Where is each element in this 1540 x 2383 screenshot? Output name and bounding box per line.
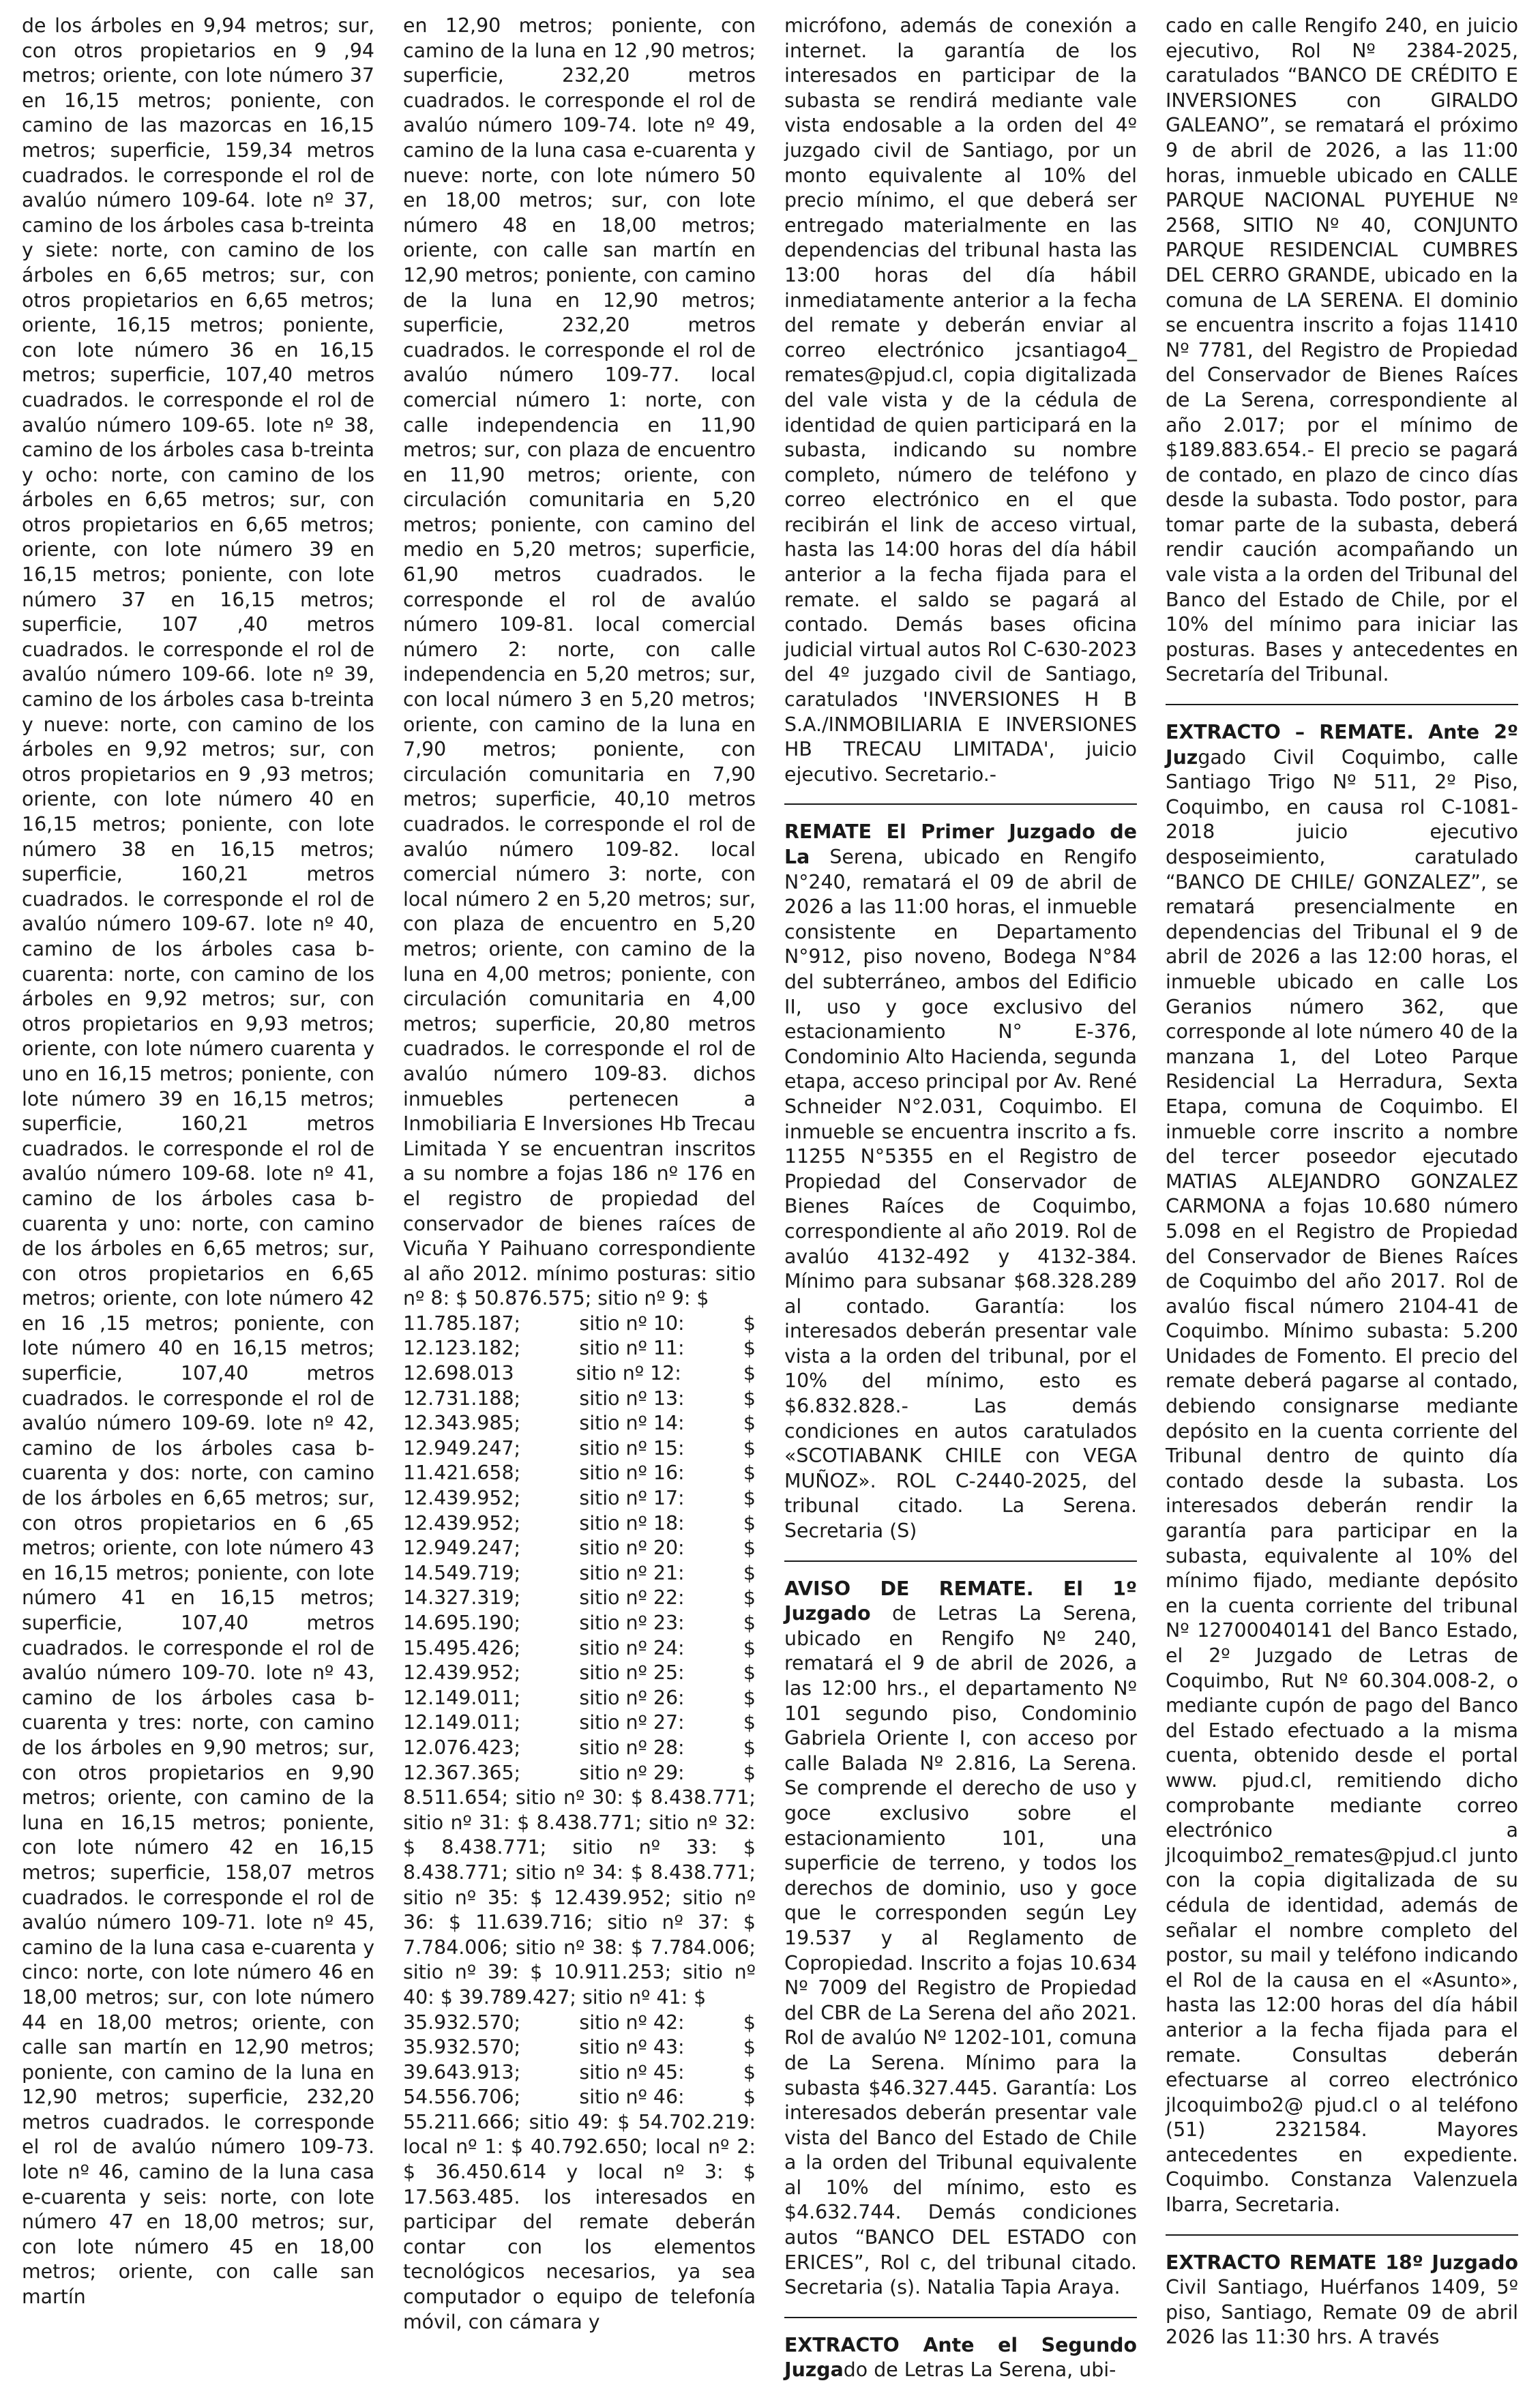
sitio-amount: 15.495.426; (403, 1636, 521, 1659)
sitio-label: sitio nº 42: (579, 2011, 685, 2034)
sitio-cur: $ (743, 1711, 756, 1734)
sitio-price-row (403, 1686, 756, 1711)
sitio-label: sitio nº 16: (579, 1462, 685, 1485)
sitio-amount: 11.785.187; (403, 1312, 521, 1335)
notice-text: en 12,90 metros; poniente, con camino de la luna en 12 ,90 metros; superficie, 232,20 metros cuadrados. le corresponde el rol de avalúo número 109-74. lote nº 49, camino de la luna casa e-cuarenta y nueve: norte, con lote número 50 en 18,00 metros; sur, con lote número 48 en 18,00 metros; oriente, con calle san martín en 12,90 metros; poniente, con camino de la luna en 12,90 metros; superficie, 232,20 metros cuadrados. le corresponde el rol de avalúo número 109-77. local comercial número 1: norte, con calle independencia en 11,90 metros; sur, con plaza de encuentro en 11,90 metros; oriente, con circulación comunitaria en 5,20 metros; poniente, con camino del medio en 5,20 metros; superficie, 61,90 metros cuadrados. le corresponde el rol de avalúo número 109-81. local comercial número 2: norte, con calle independencia en 5,20 metros; sur, con local número 3 en 5,20 metros; oriente, con camino de la luna en 7,90 metros; poniente, con circulación comunitaria en 7,90 metros; superficie, 40,10 metros cuadrados. le corresponde el rol de avalúo número 109-82. local comercial número 3: norte, con local número 2 en 5,20 metros; sur, con plaza de encuentro en 5,20 metros; oriente, con camino de la luna en 4,00 metros; poniente, con circulación comunitaria en 4,00 metros; superficie, 20,80 metros cuadrados. le corresponde el rol de avalúo número 109-83. dichos inmuebles pertenecen a Inmobiliaria E Inversiones Hb Trecau Limitada Y se encuentran inscritos a su nombre a fojas 186 nº 176 en el registro de propiedad del conservador de bienes raíces de Vicuña Y Paihuano correspondiente al año 2012. mínimo posturas: sitio nº 8: $ 50.876.575; sitio nº 9: $ (403, 14, 756, 1310)
notice-heading: EXTRACTO Ante el Segundo Juzga (784, 2333, 1137, 2382)
sitio-price-row (403, 1486, 756, 1511)
sitio-label: sitio nº 26: (579, 1686, 685, 1709)
sitio-cur: $ (743, 1537, 756, 1560)
sitio-price-row (403, 1312, 756, 1337)
notice-divider (1166, 704, 1518, 705)
sitio-cur: $ (743, 1686, 756, 1709)
notice-text: cado en calle Rengifo 240, en juicio ejecutivo, Rol Nº 2384-2025, caratulados “BANCO DE CRÉDITO E INVERSIONES con GIRALDO GALEANO”, se rematará el próximo 9 de abril de 2026, a las 11:00 horas, inmueble ubicado en CALLE PARQUE NACIONAL PUYEHUE Nº 2568, SITIO Nº 40, CONJUNTO PARQUE RESIDENCIAL CUMBRES DEL CERRO GRANDE, ubicado en la comuna de LA SERENA. El dominio se encuentra inscrito a fojas 11410 Nº 7781, del Registro de Propiedad del Conservador de Bienes Raíces de La Serena, correspondiente al año 2.017; por el mínimo de $189.883.654.- El precio se pagará de contado, en plazo de cinco días desde la subasta. Todo postor, para tomar parte de la subasta, deberá rendir caución acompañando un vale vista a la orden del Tribunal del Banco del Estado de Chile, por el 10% del mínimo para iniciar las posturas. Bases y antecedentes en Secretaría del Tribunal. (1166, 14, 1518, 686)
sitio-price-row (403, 1461, 756, 1486)
sitio-cur: $ (743, 2011, 756, 2034)
notice-heading: REMATE El Primer Juzgado de La (784, 820, 1137, 868)
column-2 (403, 14, 756, 2383)
sitio-cur: $ (743, 1412, 756, 1435)
sitio-cur: $ (743, 1511, 756, 1535)
sitio-cur: $ (743, 1387, 756, 1410)
sitio-price-row (403, 1661, 756, 1686)
sitio-price-row (403, 1411, 756, 1436)
sitio-label: sitio nº 46: (579, 2086, 685, 2109)
sitio-cur: $ (743, 1487, 756, 1510)
sitio-amount: 12.698.013 (403, 1362, 514, 1385)
sitio-cur: $ (743, 1586, 756, 1610)
notice-heading: EXTRACTO REMATE 18º Juzgado (1166, 2251, 1518, 2274)
sitio-price-row (403, 2035, 756, 2060)
sitio-price-row (403, 1361, 756, 1387)
sitio-amount: 12.367.365; (403, 1761, 521, 1784)
notice-block (784, 2333, 1137, 2383)
sitio-cur: $ (743, 1462, 756, 1485)
notice-text: micrófono, además de conexión a internet. la garantía de los interesados en participar de la subasta se rendirá mediante vale vista endosable a la orden del 4º juzgado civil de Santiago, por un monto equivalente al 10% del precio mínimo, el que deberá ser entregado materialmente en las dependencias del tribunal hasta las 13:00 horas del día hábil inmediatamente anterior a la fecha del remate y deberán enviar al correo electrónico jcsantiago4_ remates@pjud.cl, copia digitalizada del vale vista y de la cédula de identidad de quien participará en la subasta, indicando su nombre completo, número de teléfono y correo electrónico en el que recibirán el link de acceso virtual, hasta las 14:00 horas del día hábil anterior a la fecha fijada para el remate. el saldo se pagará al contado. Demás bases oficina judicial virtual autos Rol C-630-2023 del 4º juzgado civil de Santiago, caratulados 'INVERSIONES H B S.A./INMOBILIARIA E INVERSIONES HB TRECAU LIMITADA', juicio ejecutivo. Secretario.- (784, 14, 1137, 786)
sitio-cur: $ (743, 1337, 756, 1360)
sitio-amount: 12.149.011; (403, 1711, 521, 1734)
sitio-label: sitio nº 20: (579, 1537, 685, 1560)
sitio-price-row (403, 1336, 756, 1361)
sitio-amount: 12.439.952; (403, 1661, 521, 1685)
notice-text: Serena, ubicado en Rengifo N°240, rematará el 09 de abril de 2026 a las 11:00 horas, el inmueble consistente en Departamento N°912, piso noveno, Bodega N°84 del subterráneo, ambos del Edificio II, uso y goce exclusivo del estacionamiento N° E-376, Condominio Alto Hacienda, segunda etapa, acceso principal por Av. René Schneider N°2.031, Coquimbo. El inmueble se encuentra inscrito a fs. 11255 N°5355 en el Registro de Propiedad del Conservador de Bienes Raíces de Coquimbo, correspondiente al año 2019. Rol de avalúo 4132-492 y 4132-384. Mínimo para subsanar $68.328.289 al contado. Garantía: los interesados deberán presentar vale vista a la orden del tribunal, por el 10% del mínimo, esto es $6.832.828.- Las demás condiciones en autos caratulados «SCOTIABANK CHILE con VEGA MUÑOZ». ROL C-2440-2025, del tribunal citado. La Serena. Secretaria (S) (784, 846, 1137, 1543)
sitio-label: sitio nº 10: (579, 1312, 685, 1335)
sitio-price-row (403, 1387, 756, 1412)
sitio-amount: 39.643.913; (403, 2060, 521, 2084)
sitio-cur: $ (743, 1661, 756, 1685)
sitio-amount: 12.949.247; (403, 1436, 521, 1460)
sitio-price-row (403, 1636, 756, 1661)
sitio-amount: 14.695.190; (403, 1612, 521, 1634)
sitio-price-row (403, 2085, 756, 2110)
notice-text: do de Letras La Serena, ubi- (843, 2358, 1116, 2382)
sitio-label: sitio nº 21: (579, 1561, 685, 1584)
sitio-amount: 12.149.011; (403, 1686, 521, 1709)
sitio-price-row (403, 1561, 756, 1586)
sitio-label: sitio nº 27: (579, 1711, 685, 1734)
sitio-price-row (403, 1586, 756, 1611)
notice-text: 55.211.666; sitio 49: $ 54.702.219: local nº 1: $ 40.792.650; local nº 2: $ 36.450.614 y local nº 3: $ 17.563.485. los interesados en participar del remate deberán contar con los elementos tecnológicos necesarios, ya sea computador o equipo de telefonía móvil, con cámara y (403, 2110, 756, 2333)
notice-divider (1166, 2234, 1518, 2236)
sitio-price-list (403, 2011, 756, 2110)
sitio-price-list (403, 1312, 756, 1786)
sitio-cur: $ (743, 1761, 756, 1784)
sitio-label: sitio nº 13: (579, 1387, 685, 1410)
sitio-cur: $ (743, 1362, 756, 1385)
notice-block (784, 1577, 1137, 2300)
sitio-label: sitio nº 43: (579, 2036, 685, 2059)
notice-divider (784, 803, 1137, 805)
sitio-cur: $ (743, 1636, 756, 1659)
sitio-amount: 12.731.188; (403, 1387, 521, 1410)
sitio-price-row (403, 2060, 756, 2086)
sitio-cur: $ (743, 1561, 756, 1584)
sitio-label: sitio nº 24: (579, 1636, 685, 1659)
notice-block (784, 820, 1137, 1543)
sitio-label: sitio nº 12: (576, 1362, 681, 1385)
sitio-price-row (403, 1536, 756, 1561)
notice-text: de los árboles en 9,94 metros; sur, con otros propietarios en 9 ,94 metros; oriente, con lote número 37 en 16,15 metros; poniente, con camino de las mazorcas en 16,15 metros; superficie, 159,34 metros cuadrados. le corresponde el rol de avalúo número 109-64. lote nº 37, camino de los árboles casa b-treinta y siete: norte, con camino de los árboles en 6,65 metros; sur, con otros propietarios en 6,65 metros; oriente, 16,15 metros; poniente, con lote número 36 en 16,15 metros; superficie, 107,40 metros cuadrados. le corresponde el rol de avalúo número 109-65. lote nº 38, camino de los árboles casa b-treinta y ocho: norte, con camino de los árboles en 6,65 metros; sur, con otros propietarios en 6,65 metros; oriente, con lote número 39 en 16,15 metros; poniente, con lote número 37 en 16,15 metros; superficie, 107 ,40 metros cuadrados. le corresponde el rol de avalúo número 109-66. lote nº 39, camino de los árboles casa b-treinta y nueve: norte, con camino de los árboles en 9,92 metros; sur, con otros propietarios en 9 ,93 metros; oriente, con lote número 40 en 16,15 metros; poniente, con lote número 38 en 16,15 metros; superficie, 160,21 metros cuadrados. le corresponde el rol de avalúo número 109-67. lote nº 40, camino de los árboles casa b-cuarenta: norte, con camino de los árboles en 9,92 metros; sur, con otros propietarios en 9,93 metros; oriente, con lote número cuarenta y uno en 16,15 metros; poniente, con lote número 39 en 16,15 metros; superficie, 160,21 metros cuadrados. le corresponde el rol de avalúo número 109-68. lote nº 41, camino de los árboles casa b-cuarenta y uno: norte, con camino de los árboles en 6,65 metros; sur, con otros propietarios en 6,65 metros; oriente, con lote número 42 en 16 ,15 metros; poniente, con lote número 40 en 16,15 metros; superficie, 107,40 metros cuadrados. le corresponde el rol de avalúo número 109-69. lote nº 42, camino de los árboles casa b-cuarenta y dos: norte, con camino de los árboles en 6,65 metros; sur, con otros propietarios en 6 ,65 metros; oriente, con lote número 43 en 16,15 metros; poniente, con lote número 41 en 16,15 metros; superficie, 107,40 metros cuadrados. le corresponde el rol de avalúo número 109-70. lote nº 43, camino de los árboles casa b-cuarenta y tres: norte, con camino de los árboles en 9,90 metros; sur, con otros propietarios en 9,90 metros; oriente, con camino de la luna en 16,15 metros; poniente, con lote número 42 en 16,15 metros; superficie, 158,07 metros cuadrados. le corresponde el rol de avalúo número 109-71. lote nº 45, camino de la luna casa e-cuarenta y cinco: norte, con lote número 46 en 18,00 metros; sur, con lote número 44 en 18,00 metros; oriente, con calle san martín en 12,90 metros; poniente, con camino de la luna en 12,90 metros; superficie, 232,20 metros cuadrados. le corresponde el rol de avalúo número 109-73. lote nº 46, camino de la luna casa e-cuarenta y seis: norte, con lote número 47 en 18,00 metros; sur, con lote número 45 en 18,00 metros; oriente, con calle san martín (22, 14, 374, 2309)
sitio-amount: 35.932.570; (403, 2036, 521, 2059)
sitio-label: sitio nº 28: (579, 1736, 685, 1759)
sitio-label: sitio nº 45: (579, 2060, 685, 2084)
sitio-price-row (403, 1711, 756, 1736)
notice-text: Civil Santiago, Huérfanos 1409, 5º piso, Santiago, Remate 09 de abril 2026 las 11:30 hrs. A través (1166, 2276, 1518, 2349)
sitio-amount: 11.421.658; (403, 1462, 521, 1485)
sitio-label: sitio nº 14: (579, 1412, 685, 1435)
notice-text: 8.511.654; sitio nº 30: $ 8.438.771; sitio nº 31: $ 8.438.771; sitio nº 32: $ 8.438.771; sitio nº 33: $ 8.438.771; sitio nº 34: $ 8.438.771; sitio nº 35: $ 12.439.952; sitio nº 36: $ 11.639.716; sitio nº 37: $ 7.784.006; sitio nº 38: $ 7.784.006; sitio nº 39: $ 10.911.253; sitio nº 40: $ 39.789.427; sitio nº 41: $ (403, 1786, 756, 2009)
sitio-price-row (403, 1436, 756, 1462)
sitio-label: sitio nº 11: (579, 1337, 685, 1360)
sitio-label: sitio nº 25: (579, 1661, 685, 1685)
sitio-label: sitio nº 15: (579, 1436, 685, 1460)
sitio-amount: 12.949.247; (403, 1537, 521, 1560)
sitio-cur: $ (743, 1436, 756, 1460)
notice-text: de Letras La Serena, ubicado en Rengifo Nº 240, rematará el 9 de abril de 2026, a las 12:00 hrs., el departamento Nº 101 segundo piso, Condominio Gabriela Oriente I, con acceso por calle Balada Nº 2.816, La Serena. Se comprende el derecho de uso y goce exclusivo sobre el estacionamiento 101, una superficie de terreno, y todos los derechos de dominio, uso y goce que le corresponden según Ley 19.537 y al Reglamento de Copropiedad. Inscrito a fojas 10.634 Nº 7009 del Registro de Propiedad del CBR de La Serena del año 2021. Rol de avalúo Nº 1202-101, comuna de La Serena. Mínimo para la subasta $46.327.445. Garantía: Los interesados deberán presentar vale vista del Banco del Estado de Chile a la orden del Tribunal equivalente al 10% del mínimo, esto es $4.632.744. Demás condiciones autos “BANCO DEL ESTADO con ERICES”, Rol c, del tribunal citado. Secretaria (s). Natalia Tapia Araya. (784, 1602, 1137, 2299)
sitio-amount: 12.123.182; (403, 1337, 521, 1360)
sitio-amount: 14.327.319; (403, 1586, 521, 1610)
sitio-label: sitio nº 29: (579, 1761, 685, 1784)
sitio-cur: $ (743, 2086, 756, 2109)
notice-divider (784, 1560, 1137, 1562)
notice-text: gado Civil Coquimbo, calle Santiago Trigo Nº 511, 2º Piso, Coquimbo, en causa rol C-1081-2018 juicio ejecutivo desposeimiento, caratulado “BANCO DE CHILE/ GONZALEZ”, se rematará presencialmente en dependencias del Tribunal el 9 de abril de 2026 a las 12:00 horas, el inmueble ubicado en calle Los Geranios número 362, que corresponde al lote número 40 de la manzana 1, del Loteo Parque Residencial La Herradura, Sexta Etapa, comuna de Coquimbo. El inmueble corre inscrito a nombre del tercer poseedor ejecutado MATIAS ALEJANDRO GONZALEZ CARMONA a fojas 10.680 número 5.098 en el Registro de Propiedad del Conservador de Bienes Raíces de Coquimbo del año 2017. Rol de avalúo fiscal número 2104-41 de Coquimbo. Mínimo subasta: 5.200 Unidades de Fomento. El precio del remate deberá pagarse al contado, debiendo consignarse mediante depósito en la cuenta corriente del Tribunal dentro de quinto día contado desde la subasta. Los interesados deberán rendir la garantía para participar en la subasta, equivalente al 10% del mínimo fijado, mediante depósito en la cuenta corriente del tribunal Nº 12700040141 del Banco Estado, el 2º Juzgado de Letras de Coquimbo, Rut Nº 60.304.008-2, o mediante cupón de pago del Banco del Estado efectuado a la misma cuenta, obtenido desde el portal www. pjud.cl, remitiendo dicho comprobante mediante correo electrónico a jlcoquimbo2_remates@pjud.cl junto con la copia digitalizada de su cédula de identidad, además de señalar el nombre completo del postor, su mail y teléfono indicando el Rol de la causa en el «Asunto», hasta las 12:00 horas del día hábil anterior a la fecha fijada para el remate. Consultas deberán efectuarse al correo electrónico jlcoquimbo2@ pjud.cl o al teléfono (51) 2321584. Mayores antecedentes en expediente. Coquimbo. Constanza Valenzuela Ibarra, Secretaria. (1166, 745, 1518, 2217)
sitio-price-row (403, 1761, 756, 1786)
notice-heading: EXTRACTO – REMATE. Ante 2º Juz (1166, 721, 1518, 769)
sitio-amount: 14.549.719; (403, 1561, 521, 1584)
sitio-label: sitio nº 17: (579, 1487, 685, 1510)
column-4 (1166, 14, 1518, 2383)
sitio-cur: $ (743, 2036, 756, 2059)
sitio-price-row (403, 2011, 756, 2036)
notice-block (1166, 720, 1518, 2218)
notice-block (1166, 2251, 1518, 2350)
sitio-amount: 54.556.706; (403, 2086, 521, 2109)
column-3 (784, 14, 1137, 2383)
newspaper-page (22, 14, 1518, 2382)
notice-heading: AVISO DE REMATE. El 1º Juzgado (784, 1577, 1137, 1625)
sitio-amount: 35.932.570; (403, 2011, 521, 2034)
sitio-label: sitio nº 23: (579, 1612, 685, 1634)
sitio-price-row (403, 1611, 756, 1636)
sitio-cur: $ (743, 1736, 756, 1759)
sitio-label: sitio nº 18: (579, 1511, 685, 1535)
column-1 (22, 14, 374, 2383)
sitio-cur: $ (743, 2060, 756, 2084)
sitio-amount: 12.439.952; (403, 1511, 521, 1535)
notice-divider (784, 2317, 1137, 2318)
sitio-cur: $ (743, 1312, 756, 1335)
sitio-amount: 12.439.952; (403, 1487, 521, 1510)
sitio-amount: 12.076.423; (403, 1736, 521, 1759)
sitio-cur: $ (743, 1612, 756, 1634)
sitio-price-row (403, 1736, 756, 1761)
sitio-label: sitio nº 22: (579, 1586, 685, 1610)
sitio-amount: 12.343.985; (403, 1412, 521, 1435)
sitio-price-row (403, 1511, 756, 1537)
